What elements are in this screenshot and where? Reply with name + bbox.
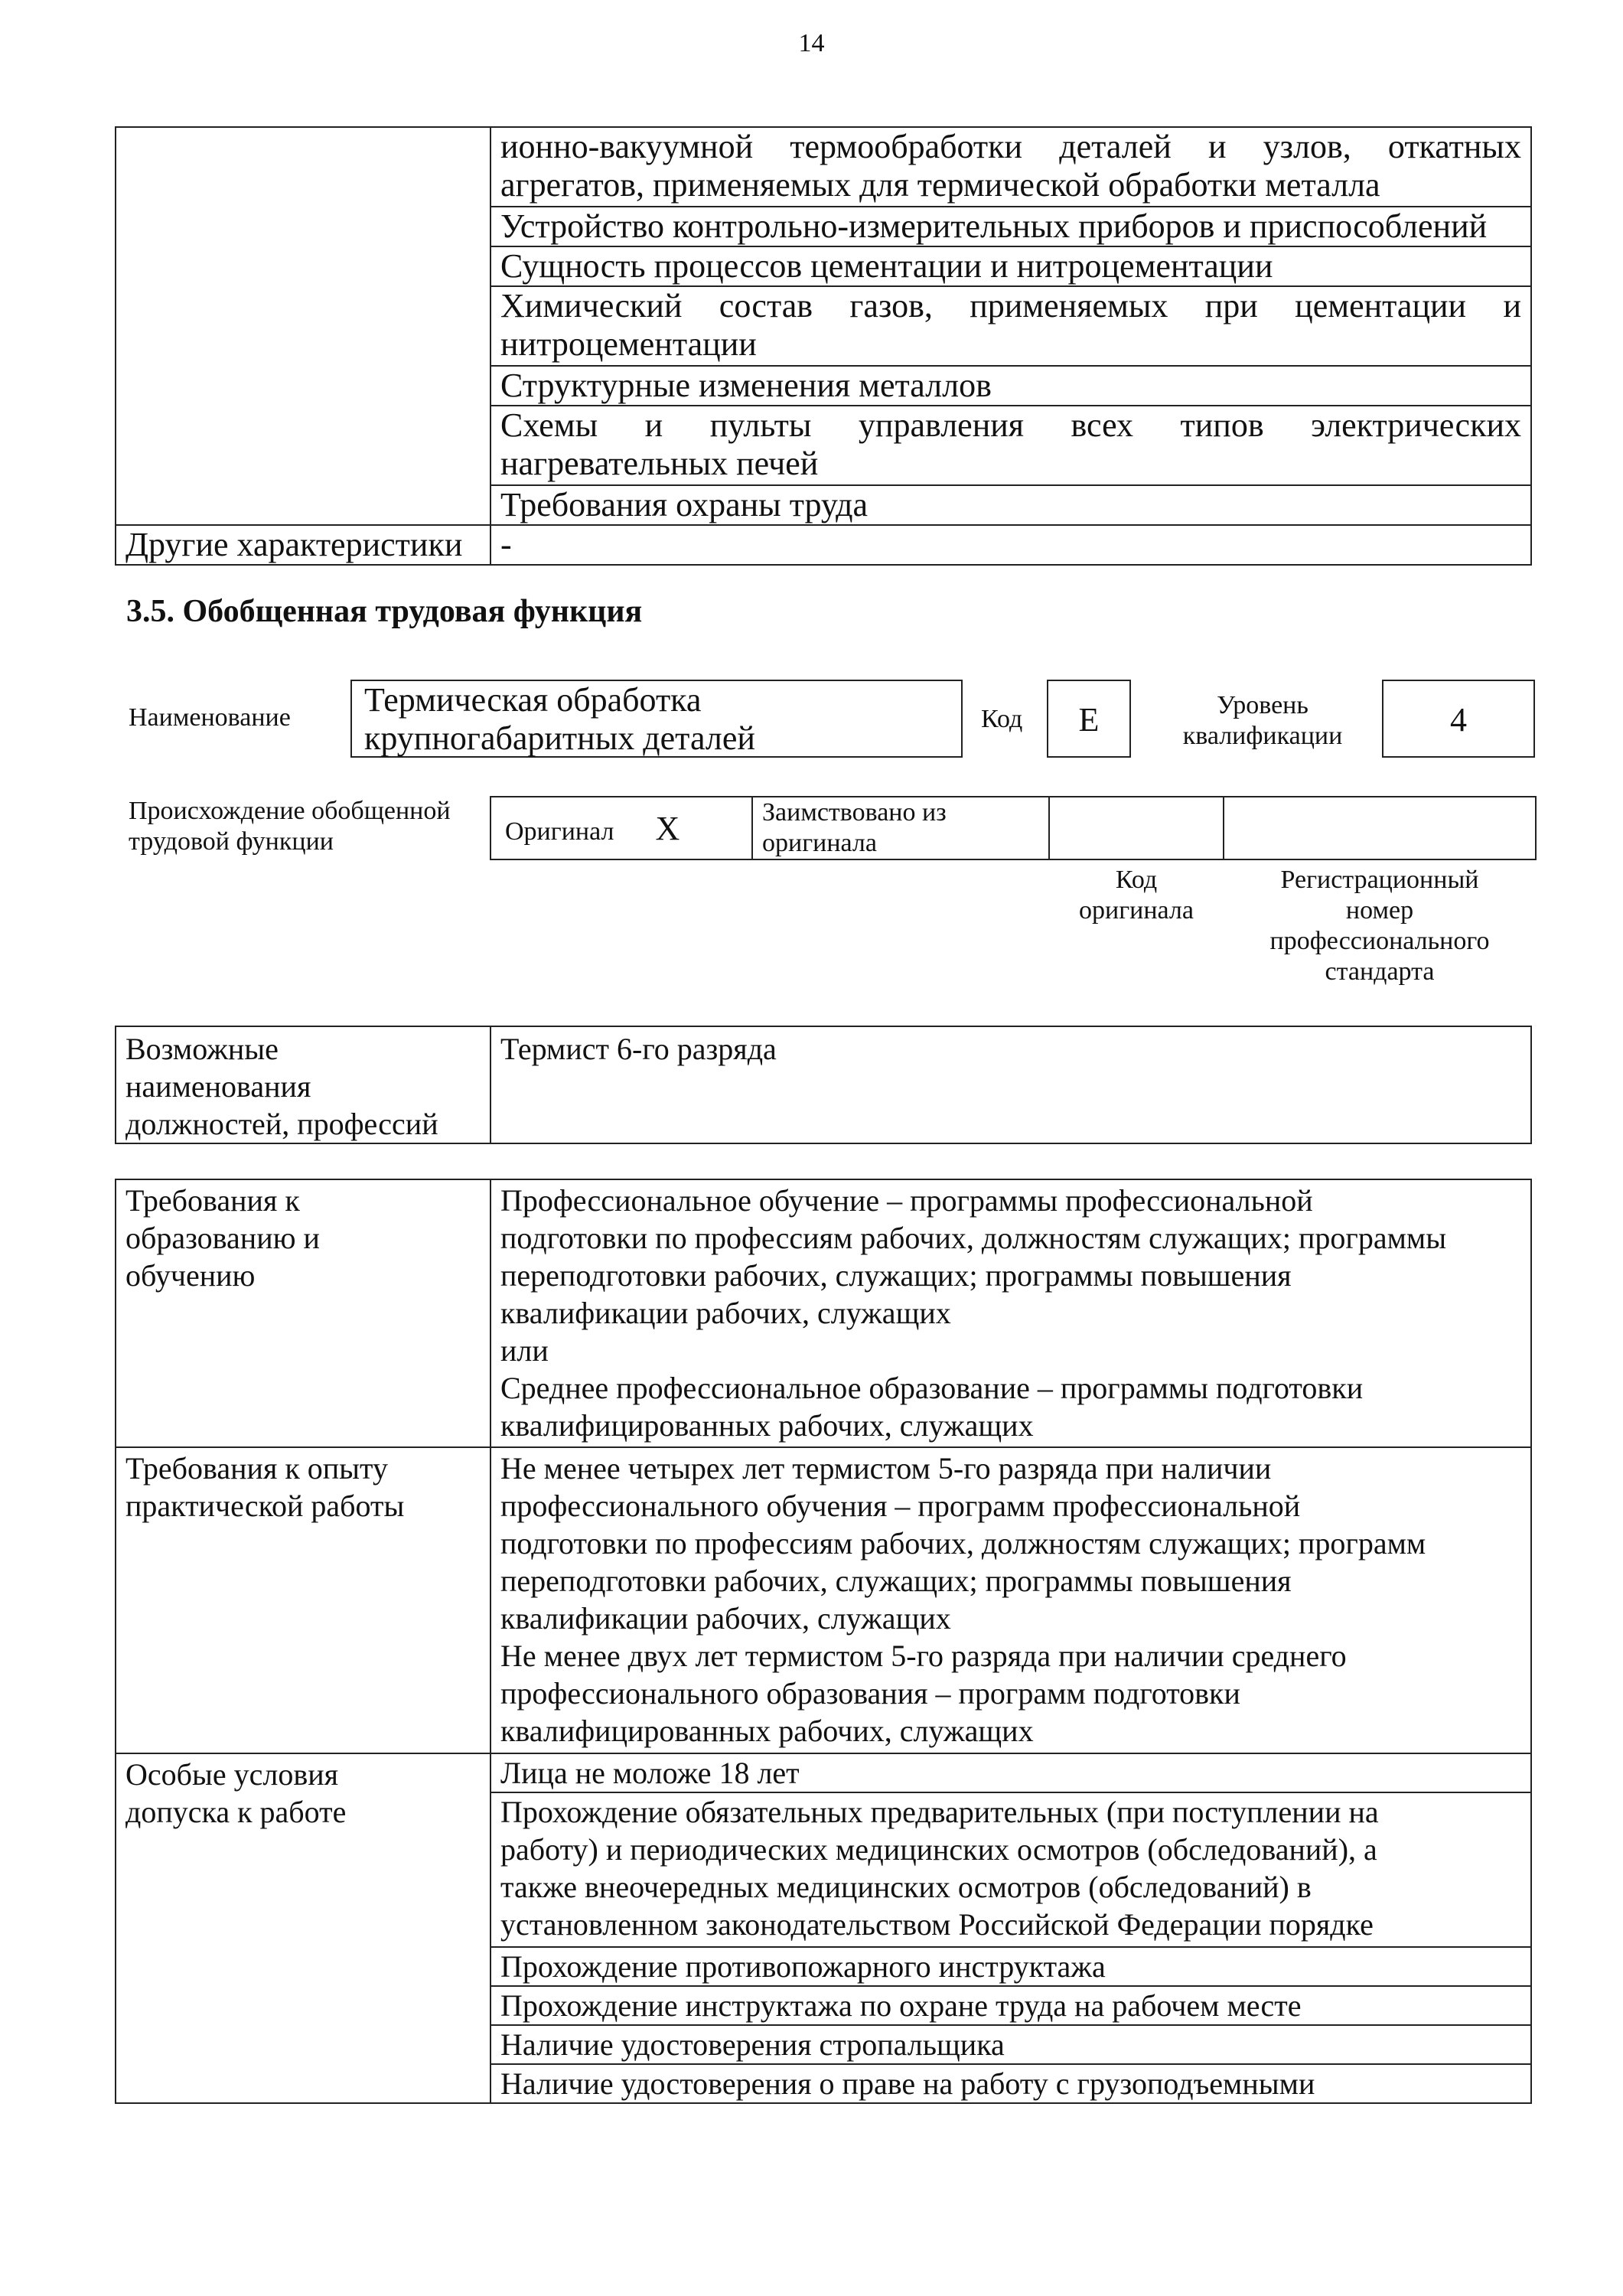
other-characteristics-label: Другие характеристики	[116, 525, 490, 565]
knowledge-item: Структурные изменения металлов	[490, 366, 1531, 406]
condition-item: Прохождение инструктажа по охране труда на рабочем месте	[490, 1986, 1531, 2025]
origin-label-line: Происхождение обобщенной	[129, 797, 451, 825]
borrowed-line: оригинала	[762, 829, 877, 857]
condition-item	[490, 1792, 1531, 1947]
experience-label-line: Требования к опыту	[125, 1451, 389, 1486]
positions-label-line: должностей, профессий	[125, 1107, 438, 1141]
education-line: квалификации рабочих, служащих	[500, 1296, 951, 1330]
positions-value: Термист 6-го разряда	[490, 1026, 1531, 1143]
experience-line: профессионального обучения – программ профессиональной	[500, 1489, 1301, 1523]
education-value	[490, 1179, 1531, 1447]
education-line: подготовки по профессиям рабочих, должностям служащих; программы	[500, 1221, 1447, 1255]
original-cell	[490, 797, 752, 859]
name-label: Наименование	[129, 703, 291, 732]
experience-line: Не менее четырех лет термистом 5-го разряда при наличии	[500, 1451, 1272, 1486]
education-line: Профессиональное обучение – программы профессиональной	[500, 1183, 1313, 1218]
knowledge-item: Сущность процессов цементации и нитроцементации	[490, 246, 1531, 286]
education-line: квалифицированных рабочих, служащих	[500, 1408, 1034, 1443]
level-label-line: Уровень	[1217, 691, 1309, 719]
original-mark: X	[655, 809, 680, 847]
level-label	[1148, 690, 1377, 752]
code-value: E	[1078, 701, 1100, 739]
level-box	[1382, 680, 1535, 758]
code-caption	[1048, 865, 1224, 926]
original-code-cell	[1049, 797, 1224, 859]
condition-item: Наличие удостоверения о праве на работу с грузоподъемными	[490, 2064, 1531, 2103]
registration-number-cell	[1224, 797, 1536, 859]
education-label-line: образованию и	[125, 1221, 320, 1255]
reg-caption-line: профессионального	[1269, 927, 1490, 955]
condition-item: Наличие удостоверения стропальщика	[490, 2025, 1531, 2064]
knowledge-item: Устройство контрольно-измерительных приборов и приспособлений	[490, 207, 1531, 246]
level-label-line: квалификации	[1182, 722, 1343, 750]
level-value: 4	[1450, 701, 1467, 739]
experience-label	[116, 1447, 490, 1753]
experience-line: Не менее двух лет термистом 5-го разряда при наличии среднего	[500, 1639, 1347, 1673]
positions-table	[115, 1026, 1532, 1144]
requirements-table	[115, 1179, 1532, 2104]
reg-caption-line: стандарта	[1325, 957, 1435, 986]
knowledge-item: Схемы и пульты управления всех типов электрических нагревательных печей	[490, 406, 1531, 485]
education-label-line: обучению	[125, 1258, 256, 1293]
experience-line: квалификации рабочих, служащих	[500, 1601, 951, 1636]
origin-table	[490, 796, 1537, 860]
condition-line: также внеочередных медицинских осмотров (обследований) в	[500, 1870, 1312, 1904]
name-value: Термическая обработка крупногабаритных деталей	[364, 681, 755, 757]
condition-line: установленном законодательством Российской Федерации порядке	[500, 1907, 1374, 1942]
experience-line: квалифицированных рабочих, служащих	[500, 1714, 1034, 1748]
knowledge-table	[115, 126, 1532, 566]
reg-caption-line: Регистрационный	[1280, 866, 1479, 894]
code-caption-line: Код	[1115, 866, 1158, 894]
education-label	[116, 1179, 490, 1447]
positions-label	[116, 1026, 490, 1143]
condition-line: работу) и периодических медицинских осмотров (обследований), а	[500, 1832, 1377, 1867]
experience-line: переподготовки рабочих, служащих; программы повышения	[500, 1564, 1292, 1598]
borrowed-line: Заимствовано из	[762, 798, 947, 827]
positions-label-line: наименования	[125, 1069, 311, 1104]
other-characteristics-value: -	[490, 525, 1531, 565]
conditions-label-line: Особые условия	[125, 1757, 339, 1792]
knowledge-item: ионно-вакуумной термообработки деталей и узлов, откатных агрегатов, применяемых для термической обработки металла	[490, 127, 1531, 207]
code-caption-line: оригинала	[1079, 896, 1194, 925]
section-heading: 3.5. Обобщенная трудовая функция	[126, 594, 643, 629]
original-label: Оригинал	[505, 817, 614, 846]
borrowed-cell	[752, 797, 1049, 859]
education-line: или	[500, 1333, 549, 1368]
condition-line: Прохождение обязательных предварительных (при поступлении на	[500, 1795, 1379, 1829]
experience-line: подготовки по профессиям рабочих, должностям служащих; программ	[500, 1526, 1426, 1561]
knowledge-item: Химический состав газов, применяемых при цементации и нитроцементации	[490, 286, 1531, 366]
code-box	[1047, 680, 1131, 758]
page-number: 14	[798, 29, 825, 57]
name-box	[350, 680, 963, 758]
registration-caption	[1223, 865, 1537, 987]
conditions-label-line: допуска к работе	[125, 1795, 347, 1829]
experience-value	[490, 1447, 1531, 1753]
empty-label-cell	[116, 127, 490, 525]
condition-item: Прохождение противопожарного инструктажа	[490, 1947, 1531, 1986]
knowledge-item: Требования охраны труда	[490, 485, 1531, 525]
education-line: переподготовки рабочих, служащих; программы повышения	[500, 1258, 1292, 1293]
reg-caption-line: номер	[1345, 896, 1414, 925]
conditions-label	[116, 1753, 490, 2103]
experience-line: профессионального образования – программ подготовки	[500, 1676, 1240, 1711]
experience-label-line: практической работы	[125, 1489, 405, 1523]
positions-label-line: Возможные	[125, 1032, 279, 1066]
condition-item: Лица не моложе 18 лет	[490, 1753, 1531, 1792]
origin-label	[129, 796, 451, 857]
code-label: Код	[981, 705, 1023, 733]
origin-label-line: трудовой функции	[129, 827, 334, 856]
education-line: Среднее профессиональное образование – программы подготовки	[500, 1371, 1364, 1405]
education-label-line: Требования к	[125, 1183, 300, 1218]
